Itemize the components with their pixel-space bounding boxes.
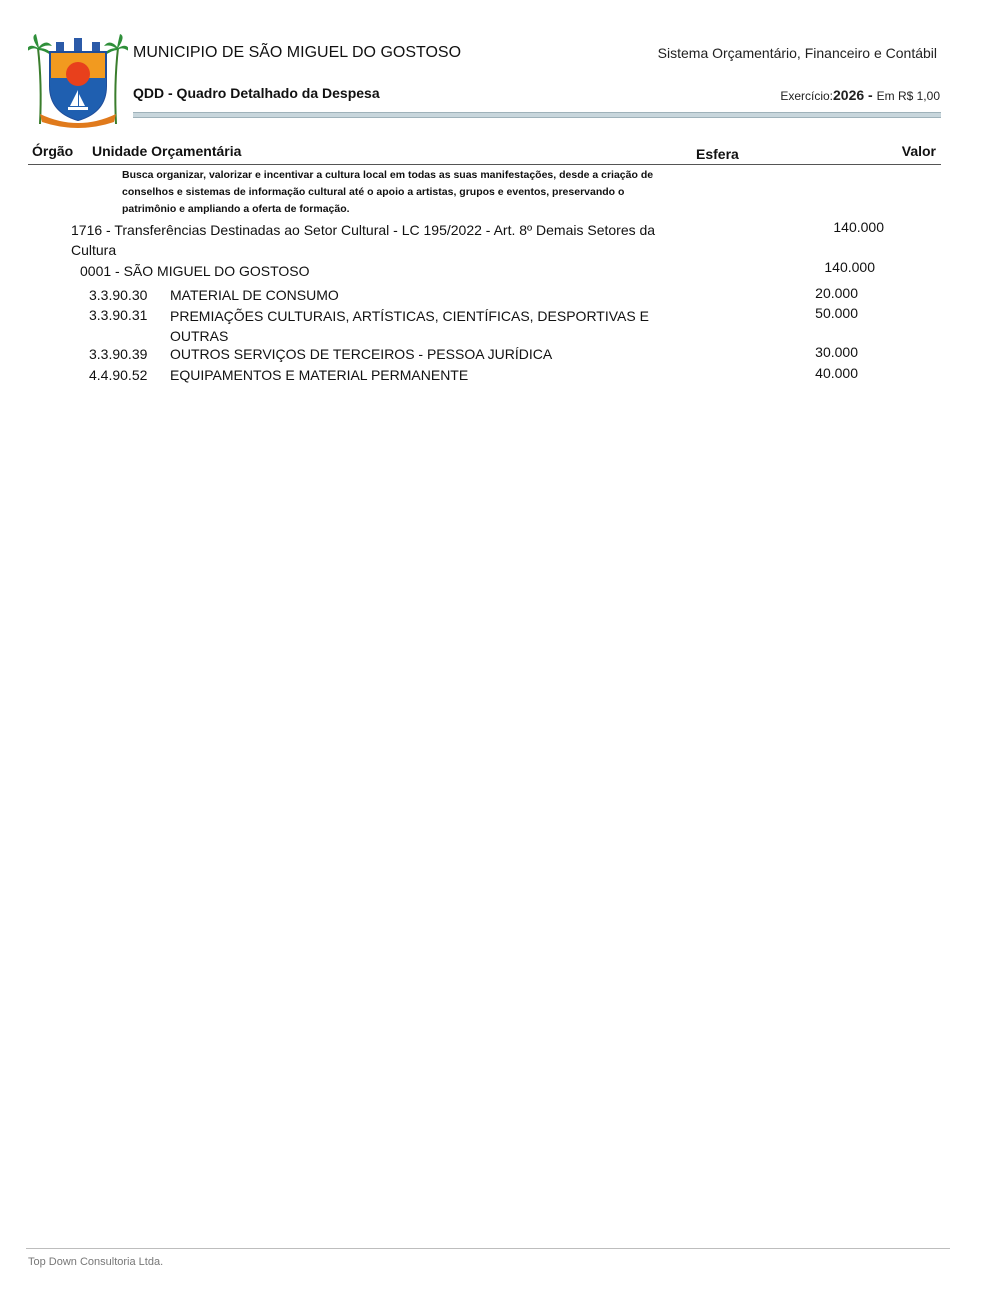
expense-value: 20.000 (815, 285, 858, 301)
expense-value: 40.000 (815, 365, 858, 381)
col-esfera: Esfera (696, 146, 739, 162)
expense-name: EQUIPAMENTOS E MATERIAL PERMANENTE (170, 367, 469, 383)
footer-divider (26, 1248, 950, 1249)
expense-code: 4.4.90.52 (89, 367, 148, 383)
system-name: Sistema Orçamentário, Financeiro e Contábil (657, 45, 937, 61)
budget-unit-label: 0001 - SÃO MIGUEL DO GOSTOSO (80, 263, 310, 279)
expense-value: 50.000 (815, 305, 858, 321)
funding-source-value: 140.000 (833, 219, 884, 235)
expense-name: OUTROS SERVIÇOS DE TERCEIROS - PESSOA JURÍDICA (170, 346, 553, 362)
col-valor: Valor (901, 143, 936, 159)
report-title: QDD - Quadro Detalhado da Despesa (133, 85, 380, 101)
budget-unit-value: 140.000 (824, 259, 875, 275)
exercise-year: 2026 (833, 87, 865, 103)
expense-name: PREMIAÇÕES CULTURAIS, ARTÍSTICAS, CIENTÍFICAS, DESPORTIVAS E OUTRAS (170, 308, 649, 344)
funding-source-label: 1716 - Transferências Destinadas ao Setor Cultural - LC 195/2022 - Art. 8º Demais Setores da Cultura (71, 222, 656, 258)
col-orgao: Órgão (32, 143, 74, 159)
expense-code: 3.3.90.31 (89, 307, 148, 323)
expense-value: 30.000 (815, 344, 858, 360)
exercise-separator: - (864, 87, 877, 103)
expense-code: 3.3.90.39 (89, 346, 148, 362)
col-unidade: Unidade Orçamentária (92, 143, 242, 159)
exercise-info (780, 87, 940, 103)
expense-code: 3.3.90.30 (89, 287, 148, 303)
municipal-crest-logo (28, 34, 128, 128)
action-description: Busca organizar, valorizar e incentivar a cultura local em todas as suas manifestações, desde a criação de conselhos e sistemas de informação cultural até o apoio a artistas, grupos e eventos, preservando o patrimônio e ampliando a oferta de formação. (122, 169, 654, 215)
expense-name: MATERIAL DE CONSUMO (170, 287, 339, 303)
footer-company: Top Down Consultoria Ltda. (28, 1256, 164, 1268)
currency-note: Em R$ 1,00 (876, 89, 940, 103)
column-header-divider (28, 164, 941, 165)
municipality-name: MUNICIPIO DE SÃO MIGUEL DO GOSTOSO (133, 44, 462, 61)
exercise-label: Exercício: (780, 89, 834, 103)
header-divider (133, 112, 941, 118)
